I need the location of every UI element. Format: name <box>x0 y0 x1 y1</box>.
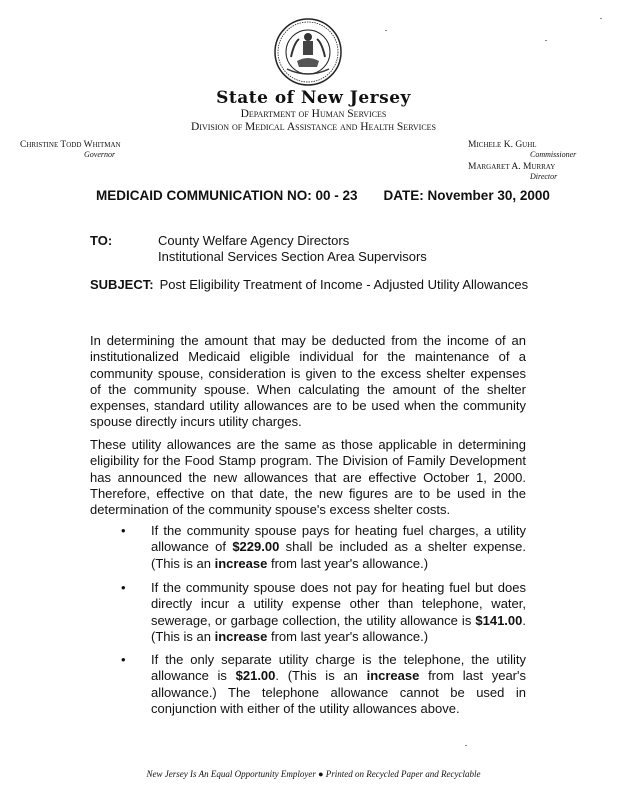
department-name: Department of Human Services <box>240 108 387 120</box>
bullet-item <box>151 652 526 717</box>
commissioner-name: Michele K. Guhl <box>468 140 537 150</box>
allowance-amount: $21.00 <box>235 668 276 684</box>
to-label: TO: <box>90 233 113 248</box>
allowance-amount: $141.00 <box>475 612 523 628</box>
communication-label: MEDICAID COMMUNICATION NO: <box>96 188 312 203</box>
governor-block <box>20 140 121 159</box>
recipients <box>158 233 427 265</box>
paragraph: In determining the amount that may be deducted from the income of an institutionalized Medicaid eligible individual for the maintenance of a community spouse, consideration is given to the excess shelter expenses of the community spouse. When calculating the amount of the shelter expenses, standard utility allowances are to be used when the community spouse directly incurs utility charges. <box>90 333 526 430</box>
commissioner-title: Commissioner <box>530 150 577 159</box>
scan-speck <box>600 18 602 19</box>
footer-text: New Jersey Is An Equal Opportunity Employer ● Printed on Recycled Paper and Recyclable <box>146 769 481 779</box>
bullet-text: . (This is an <box>275 668 367 684</box>
state-seal-icon <box>273 17 343 87</box>
bullet-marker: • <box>121 580 126 595</box>
bullet-text: from last year's allowance.) <box>267 628 429 644</box>
governor-name: Christine Todd Whitman <box>20 140 121 150</box>
bullet-text: from last year's allowance.) The telephone allowance cannot be used in conjunction with either of the utility allowances above. <box>151 668 526 716</box>
recipient-line: County Welfare Agency Directors <box>158 233 350 248</box>
bullet-text: shall be included as a shelter expense. (This is an <box>151 539 526 571</box>
division-name: Division of Medical Assistance and Health Services <box>190 121 437 133</box>
subject-text: Post Eligibility Treatment of Income - Adjusted Utility Allowances <box>159 277 529 292</box>
bullet-text: . (This is an <box>151 612 526 644</box>
officials-block <box>468 140 618 181</box>
bullet-text: If the community spouse pays for heating fuel charges, a utility allowance of <box>151 523 526 555</box>
recipient-line: Institutional Services Section Area Supervisors <box>158 249 427 264</box>
director-name: Margaret A. Murray <box>468 162 556 172</box>
subject-line <box>90 277 528 292</box>
bullet-text: If the community spouse does not pay for heating fuel but does directly incur a utility expense other than telephone, water, sewerage, or garbage collection, the utility allowance is <box>151 580 526 628</box>
paragraph: These utility allowances are the same as those applicable in determining eligibility for the Food Stamp program. The Division of Family Development has announced the new allowances that are effective October 1, 2000. Therefore, effective on that date, the new figures are to be used in the determination of the community spouse's excess shelter costs. <box>90 437 526 518</box>
subject-label: SUBJECT: <box>90 277 154 292</box>
scan-speck <box>385 30 387 31</box>
communication-number: 00 - 23 <box>315 188 358 203</box>
governor-title: Governor <box>84 150 116 159</box>
bullet-text: from last year's allowance.) <box>267 555 429 571</box>
bullet-marker: • <box>121 652 126 667</box>
allowance-amount: $229.00 <box>232 539 280 555</box>
emphasis-text: increase <box>214 628 268 644</box>
communication-line <box>96 188 550 203</box>
director-title: Director <box>530 172 558 181</box>
bullet-item <box>151 580 526 645</box>
emphasis-text: increase <box>366 668 420 684</box>
bullet-item <box>151 523 526 572</box>
date-label: DATE: <box>383 188 424 203</box>
bullet-text: If the only separate utility charge is the telephone, the utility allowance is <box>151 652 526 684</box>
bullet-marker: • <box>121 523 126 538</box>
communication-date: November 30, 2000 <box>427 188 550 203</box>
state-title: State of New Jersey <box>216 88 411 108</box>
scan-speck <box>465 745 467 746</box>
emphasis-text: increase <box>214 555 268 571</box>
scan-speck <box>545 40 547 41</box>
